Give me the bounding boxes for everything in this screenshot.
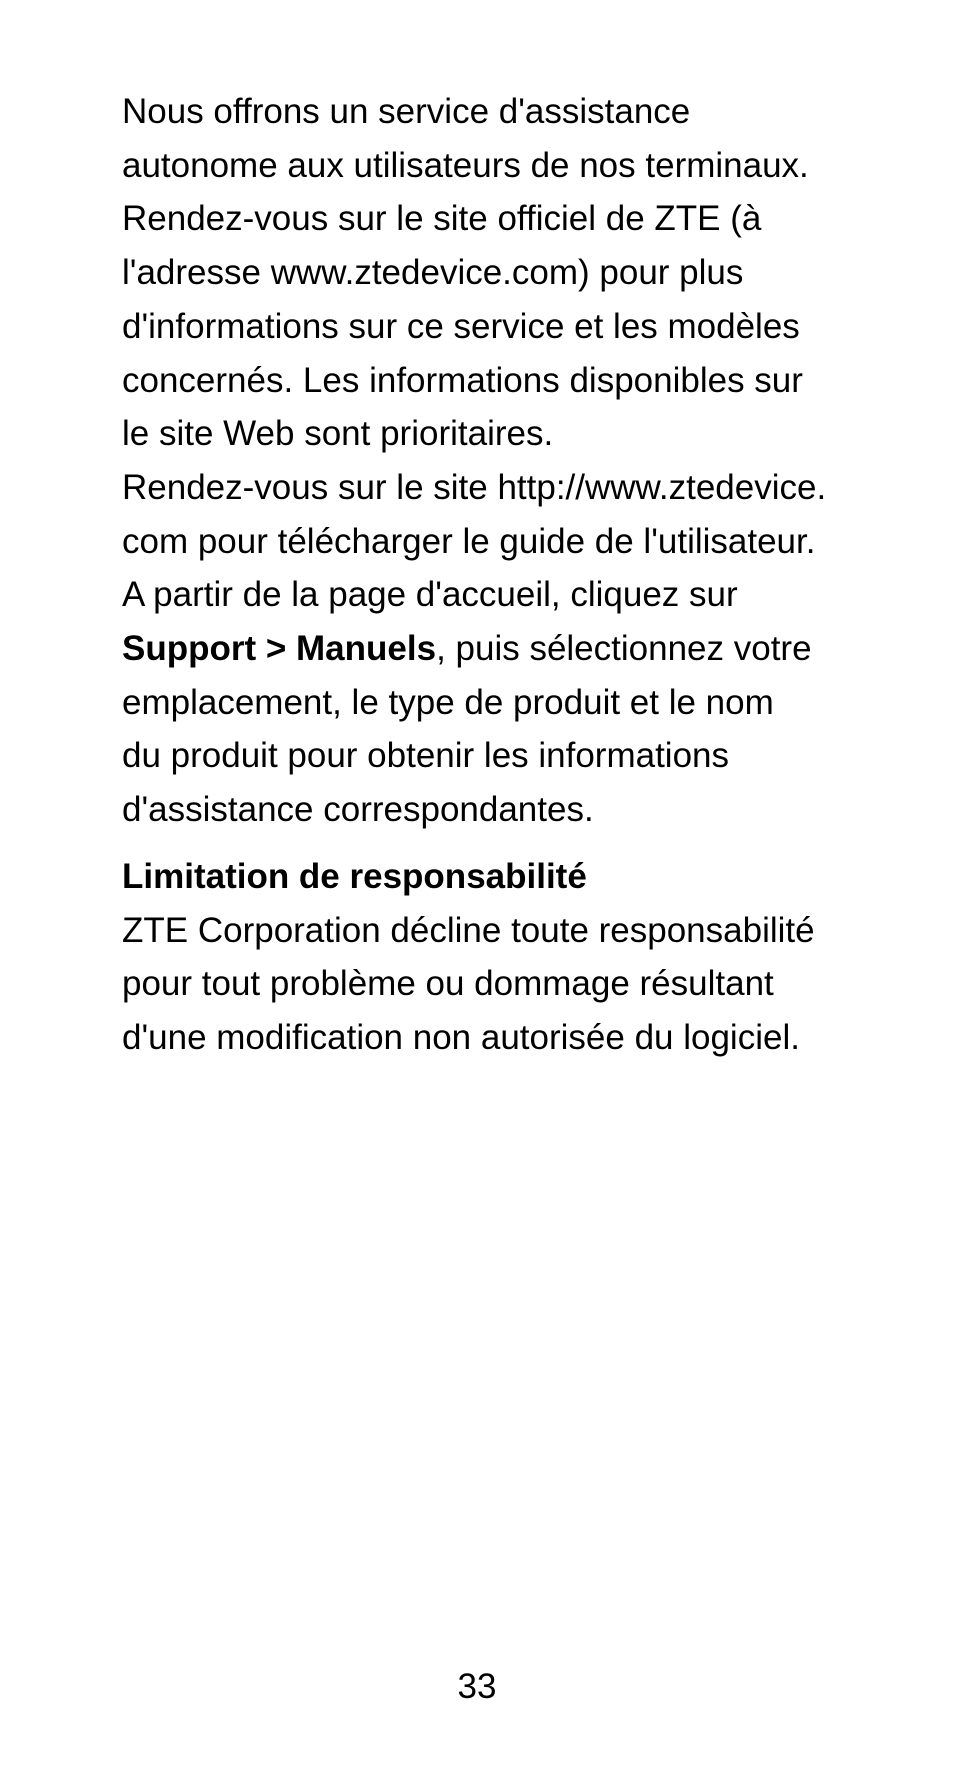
text-line: concernés. Les informations disponibles sur bbox=[122, 360, 803, 400]
manual-download-paragraph bbox=[122, 461, 862, 837]
text-line: A partir de la page d'accueil, cliquez sur bbox=[122, 575, 738, 615]
support-paragraph bbox=[122, 85, 862, 461]
text-line: autonome aux utilisateurs de nos terminaux. bbox=[122, 145, 809, 185]
text-line: ZTE Corporation décline toute responsabilité bbox=[122, 910, 815, 950]
text-line: l'adresse www.ztedevice.com) pour plus bbox=[122, 253, 744, 293]
text-line: pour tout problème ou dommage résultant bbox=[122, 964, 774, 1004]
text-line: emplacement, le type de produit et le nom bbox=[122, 682, 774, 722]
text-line: Nous offrons un service d'assistance bbox=[122, 92, 691, 131]
text-fragment: , puis sélectionnez votre bbox=[436, 629, 812, 669]
page-number: 33 bbox=[457, 1667, 497, 1706]
text-line: Rendez-vous sur le site officiel de ZTE (à bbox=[122, 199, 762, 239]
text-line: le site Web sont prioritaires. bbox=[122, 414, 554, 454]
text-line: du produit pour obtenir les informations bbox=[122, 736, 730, 776]
text-line: d'informations sur ce service et les modèles bbox=[122, 306, 800, 346]
text-line: d'assistance correspondantes. bbox=[122, 790, 594, 830]
text-line: d'une modification non autorisée du logiciel. bbox=[122, 1017, 800, 1057]
disclaimer-section bbox=[122, 850, 862, 1065]
text-line: com pour télécharger le guide de l'utilisateur. bbox=[122, 521, 816, 561]
text-line bbox=[122, 622, 862, 676]
text-line: Rendez-vous sur le site http://www.ztedevice. bbox=[122, 467, 827, 507]
disclaimer-heading: Limitation de responsabilité bbox=[122, 856, 587, 896]
page-body bbox=[122, 85, 862, 1065]
menu-path-text: Support > Manuels bbox=[122, 629, 437, 669]
